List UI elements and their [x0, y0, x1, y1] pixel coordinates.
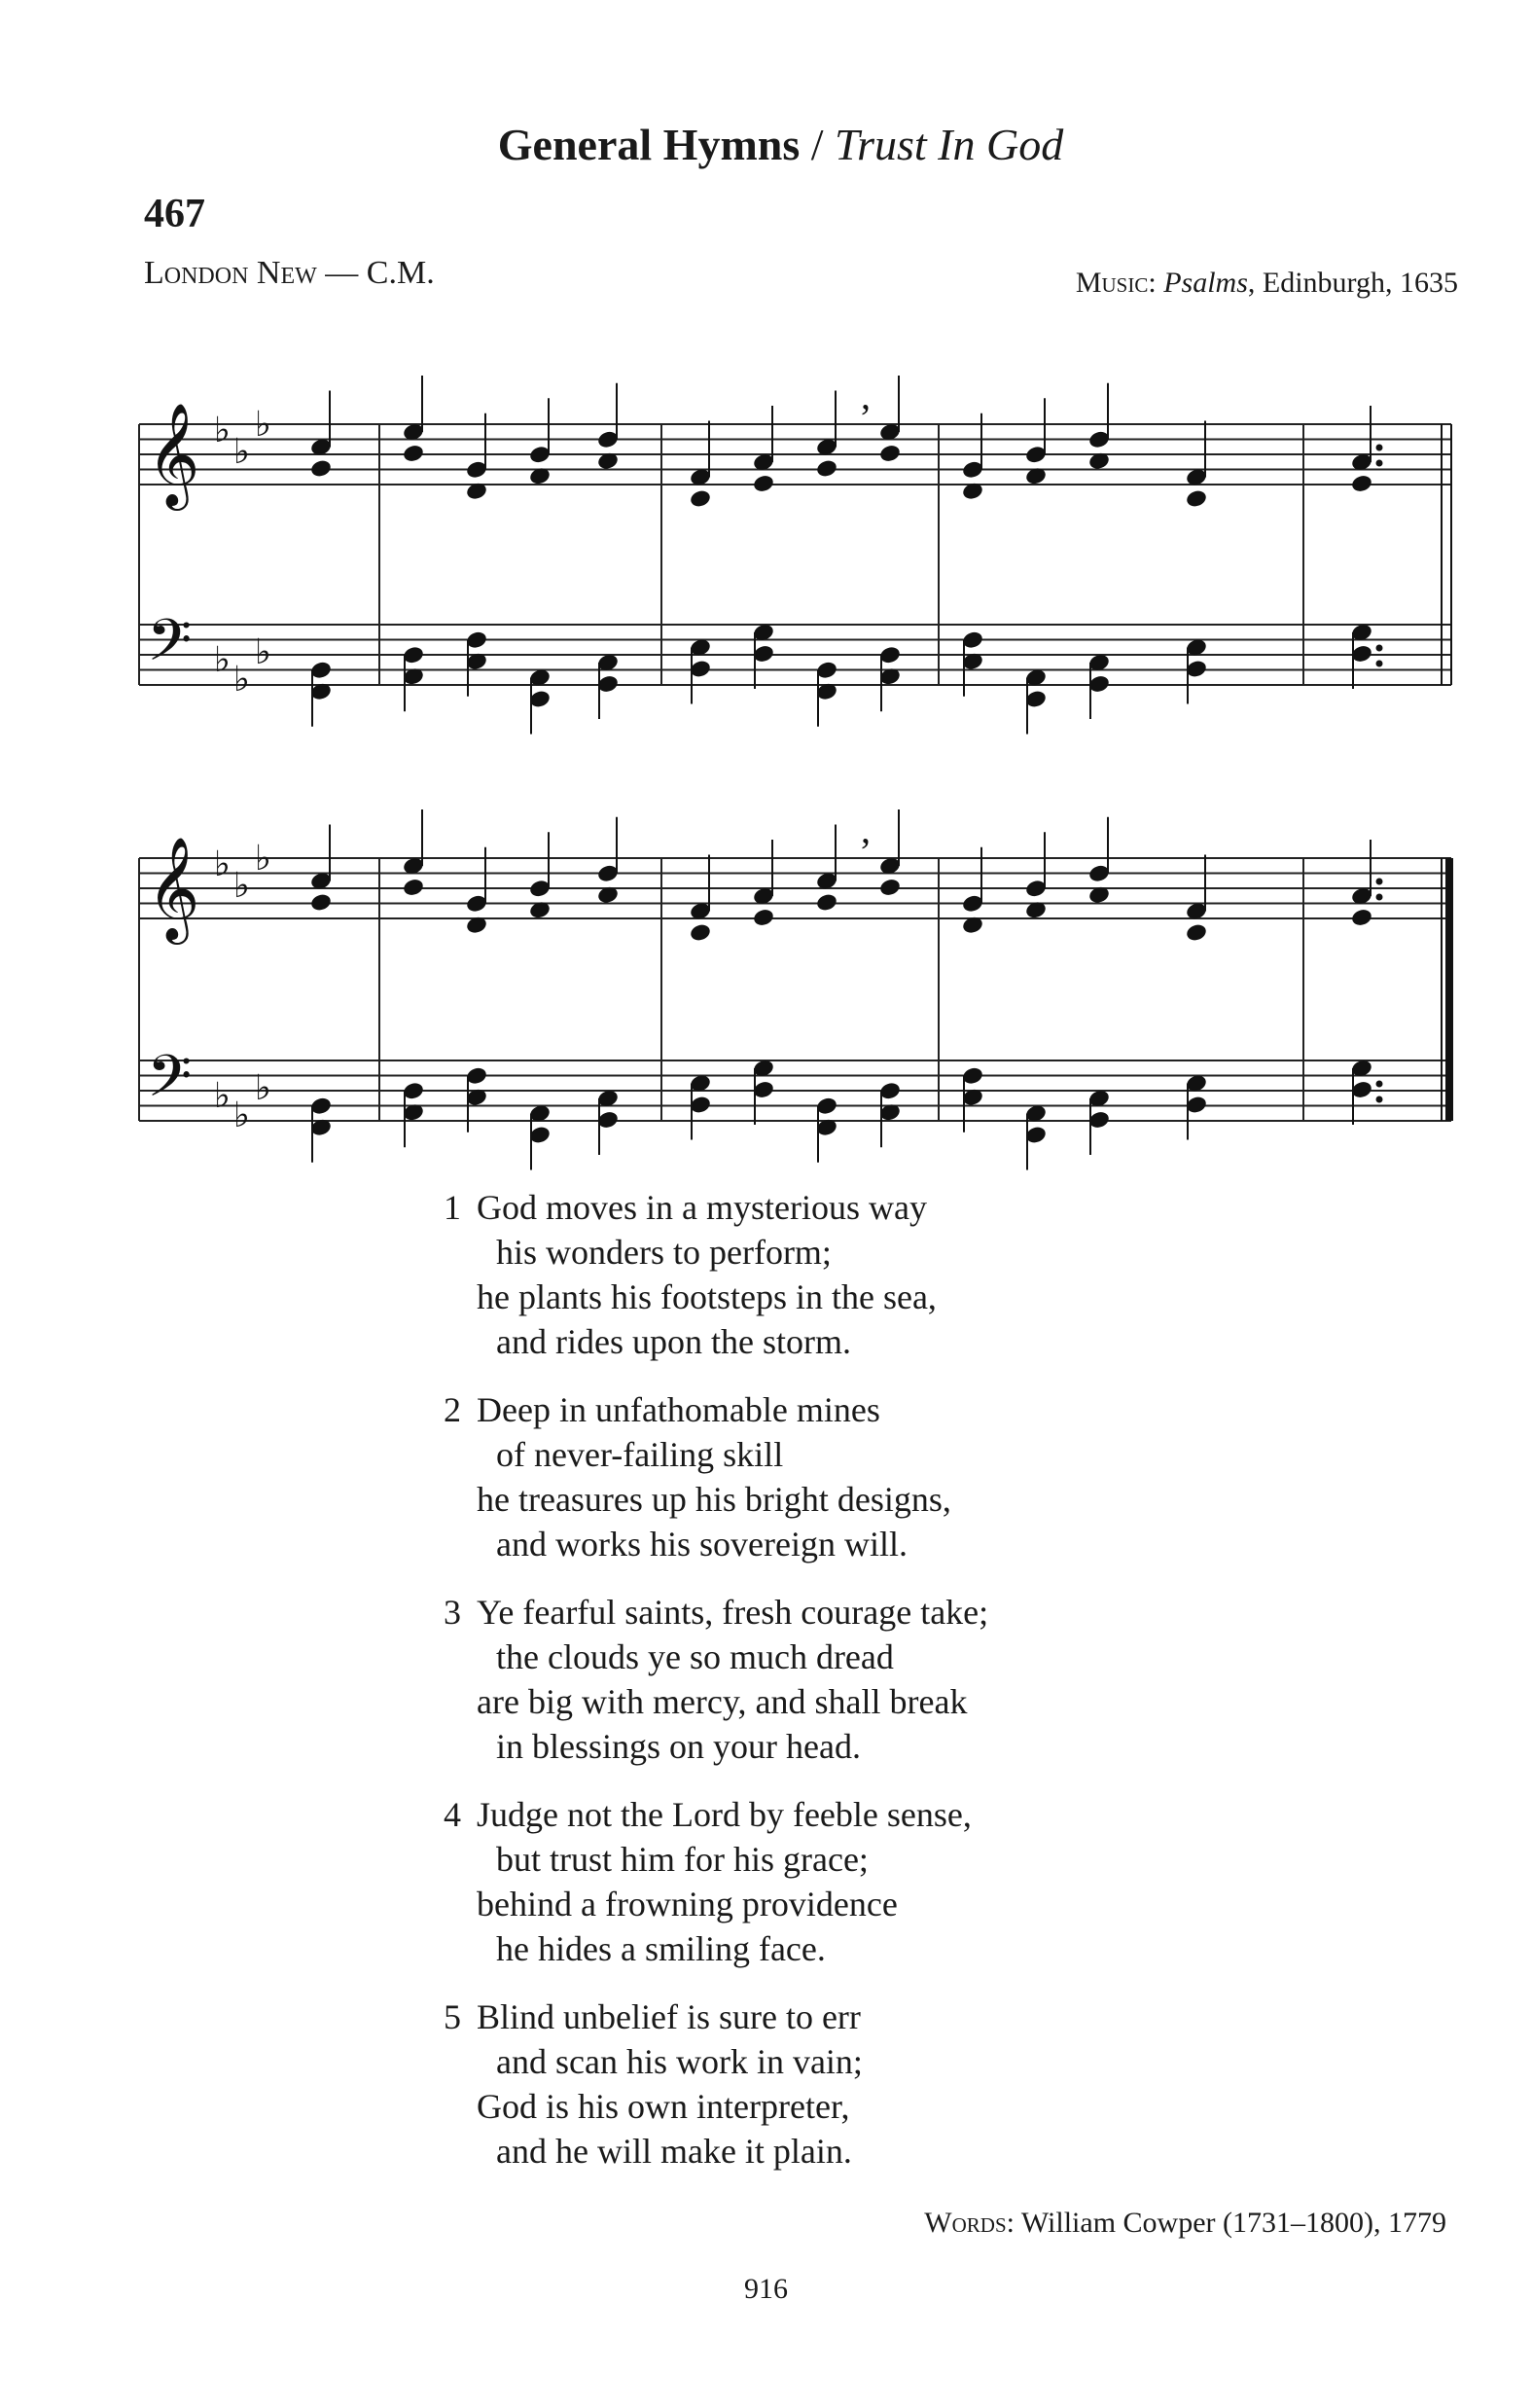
- stanza: [444, 1185, 988, 1364]
- stanza-line: he plants his footsteps in the sea,: [477, 1277, 937, 1316]
- stanza-number: 5: [444, 1997, 461, 2036]
- note-head: [1185, 488, 1208, 509]
- stanza-line: God moves in a mysterious way: [477, 1188, 927, 1227]
- flat-icon: ♭: [233, 866, 250, 906]
- stanza: [444, 1387, 988, 1566]
- flat-icon: ♭: [214, 640, 231, 680]
- stanza-line: Deep in unfathomable mines: [477, 1390, 880, 1429]
- stanza-line: his wonders to perform;: [496, 1233, 832, 1272]
- bass-clef-icon: 𝄢: [147, 1042, 193, 1124]
- flat-icon: ♭: [255, 632, 271, 672]
- dot: [1376, 879, 1383, 885]
- stanza: [444, 1590, 989, 1769]
- dot: [1376, 1081, 1383, 1088]
- note-head: [752, 908, 775, 928]
- stanza-line: the clouds ye so much dread: [496, 1637, 894, 1676]
- stanza-number: 1: [444, 1188, 461, 1227]
- stanzas: [444, 1185, 989, 2197]
- dot: [1376, 1096, 1383, 1103]
- words-credit: [924, 2207, 1446, 2240]
- stanza-line: and he will make it plain.: [496, 2132, 852, 2171]
- stanza-number: 2: [444, 1390, 461, 1429]
- treble-clef-icon: 𝄞: [147, 402, 200, 506]
- note-head: [402, 878, 425, 898]
- flat-icon: ♭: [233, 432, 250, 472]
- flat-icon: ♭: [255, 839, 271, 879]
- breath-mark: ,: [861, 808, 871, 851]
- stanza: [444, 1995, 988, 2174]
- dot: [1376, 661, 1383, 667]
- note-head: [878, 444, 902, 464]
- stanza-line: and scan his work in vain;: [496, 2042, 863, 2081]
- dot: [1376, 894, 1383, 901]
- note-head: [878, 878, 902, 898]
- stanza: [444, 1792, 988, 1971]
- music-credit-label: Music:: [1075, 267, 1157, 299]
- note-head: [689, 922, 712, 943]
- stanza-line: are big with mercy, and shall break: [477, 1682, 968, 1721]
- note-head: [752, 474, 775, 494]
- stanza-line: and rides upon the storm.: [496, 1322, 851, 1361]
- words-credit-text: William Cowper (1731–1800), 1779: [1014, 2207, 1446, 2239]
- flat-icon: ♭: [233, 1096, 250, 1135]
- stanza-line: but trust him for his grace;: [496, 1840, 869, 1879]
- flat-icon: ♭: [214, 411, 231, 450]
- dot: [1376, 445, 1383, 451]
- note-head: [309, 458, 333, 479]
- note-head: [402, 444, 425, 464]
- header-separator: /: [800, 120, 836, 169]
- note-head: [1185, 922, 1208, 943]
- score-system-2: [139, 808, 1451, 1170]
- page-number: 916: [744, 2273, 788, 2305]
- stanza-line: God is his own interpreter,: [477, 2087, 850, 2126]
- note-head: [309, 892, 333, 913]
- tune-name: London New — C.M.: [144, 255, 435, 291]
- stanza-line: Judge not the Lord by feeble sense,: [477, 1795, 972, 1834]
- bass-clef-icon: 𝄢: [147, 606, 193, 688]
- dot: [1376, 460, 1383, 467]
- stanza-number: 3: [444, 1593, 461, 1632]
- stanza-line: he hides a smiling face.: [496, 1929, 826, 1968]
- stanza-line: he treasures up his bright designs,: [477, 1480, 951, 1519]
- stanza-line: of never-failing skill: [496, 1435, 784, 1474]
- stanza-line: and works his sovereign will.: [496, 1525, 908, 1563]
- music-credit-rest: , Edinburgh, 1635: [1247, 267, 1458, 299]
- subsection-title: Trust In God: [835, 120, 1064, 169]
- section-title: General Hymns: [497, 120, 801, 169]
- flat-icon: ♭: [255, 1068, 271, 1108]
- stanza-line: behind a frowning providence: [477, 1885, 898, 1923]
- stanza-line: Blind unbelief is sure to err: [477, 1997, 861, 2036]
- breath-mark: ,: [861, 374, 871, 417]
- score-system-1: [139, 374, 1451, 735]
- stanza-number: 4: [444, 1795, 461, 1834]
- note-head: [815, 892, 838, 913]
- flat-icon: ♭: [214, 845, 231, 884]
- words-credit-label: Words:: [924, 2207, 1015, 2239]
- dot: [1376, 645, 1383, 652]
- note-head: [1350, 908, 1373, 928]
- flat-icon: ♭: [255, 405, 271, 445]
- hymn-number: 467: [144, 192, 205, 236]
- note-head: [689, 488, 712, 509]
- note-head: [815, 458, 838, 479]
- music-credit-source: Psalms: [1163, 267, 1248, 299]
- stanza-line: in blessings on your head.: [496, 1727, 861, 1766]
- note-head: [1350, 474, 1373, 494]
- treble-clef-icon: 𝄞: [147, 836, 200, 940]
- stanza-line: Ye fearful saints, fresh courage take;: [477, 1593, 989, 1632]
- flat-icon: ♭: [214, 1076, 231, 1116]
- flat-icon: ♭: [233, 660, 250, 700]
